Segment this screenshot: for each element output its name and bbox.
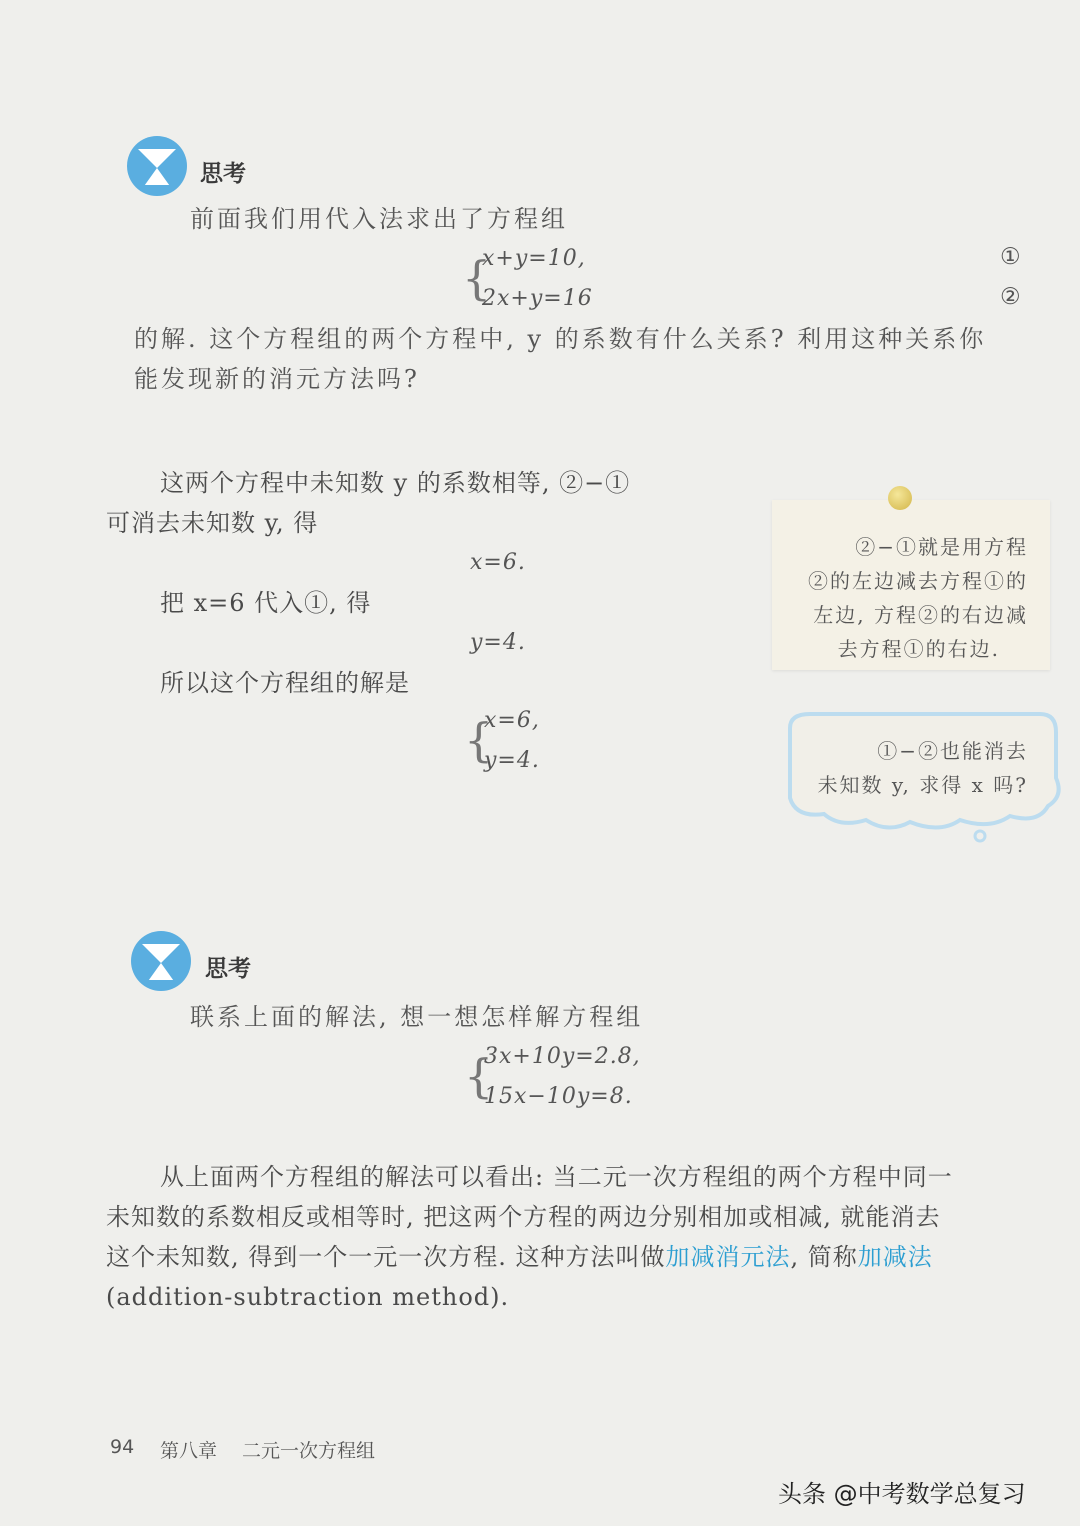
brace-3: { (464, 1049, 494, 1103)
think-icon (130, 930, 192, 992)
summary-line2: 未知数的系数相反或相等时, 把这两个方程的两边分别相加或相减, 就能消去 (106, 1203, 941, 1231)
think1-line2: 能发现新的消元方法吗? (134, 365, 420, 393)
solution-line3: 把 x=6 代入①, 得 (160, 589, 372, 617)
think2-intro: 联系上面的解法, 想一想怎样解方程组 (190, 1003, 644, 1031)
term-addition-subtraction: 加减法 (857, 1243, 933, 1271)
think1-line1: 的解. 这个方程组的两个方程中, y 的系数有什么关系? 利用这种关系你 (134, 325, 987, 353)
eq-mark-1: ① (1000, 244, 1021, 270)
summary-line3-text-b: , 简称 (790, 1243, 858, 1271)
think1-eq2: 2x+y=16 (482, 286, 593, 311)
brace-2: { (464, 713, 494, 767)
solution-answer1: x=6, (484, 708, 540, 733)
eq-mark-2: ② (1000, 284, 1021, 310)
side-note-line-3: 左边, 方程②的右边减 (813, 603, 1028, 627)
summary-line4: (addition-subtraction method). (106, 1283, 510, 1311)
solution-line4: 所以这个方程组的解是 (160, 669, 410, 697)
side-note-line-2: ②的左边减去方程①的 (808, 569, 1028, 593)
think2-eq1: 3x+10y=2.8, (484, 1044, 641, 1069)
side-note-line-4: 去方程①的右边. (837, 637, 1000, 661)
solution-result1: x=6. (470, 550, 526, 575)
cloud-line-1: ①−②也能消去 (877, 739, 1028, 763)
think-title-1: 思考 (200, 161, 246, 187)
page-number: 94 (110, 1436, 135, 1458)
brace-1: { (462, 251, 492, 305)
side-note-line-1: ②−①就是用方程 (855, 535, 1028, 559)
think1-intro: 前面我们用代入法求出了方程组 (190, 205, 568, 233)
summary-line3-text-a: 这个未知数, 得到一个一元一次方程. 这种方法叫做 (106, 1243, 666, 1271)
term-addition-subtraction-elimination: 加减消元法 (665, 1243, 791, 1271)
think2-eq2: 15x−10y=8. (484, 1084, 633, 1109)
watermark: 头条 @中考数学总复习 (778, 1480, 1026, 1508)
solution-result2: y=4. (470, 630, 526, 655)
summary-line1: 从上面两个方程组的解法可以看出: 当二元一次方程组的两个方程中同一 (160, 1163, 953, 1191)
pin-icon (888, 486, 912, 510)
solution-line2: 可消去未知数 y, 得 (106, 509, 319, 537)
chapter-title: 二元一次方程组 (242, 1440, 376, 1462)
cloud-line-2: 未知数 y, 求得 x 吗? (817, 773, 1028, 797)
chapter-label: 第八章 (160, 1440, 218, 1462)
think-icon (126, 135, 188, 197)
think-title-2: 思考 (205, 956, 251, 982)
solution-answer2: y=4. (484, 748, 540, 773)
think1-eq1: x+y=10, (482, 246, 586, 271)
solution-line1: 这两个方程中未知数 y 的系数相等, ②−① (160, 469, 631, 497)
summary-line3 (106, 1242, 933, 1272)
